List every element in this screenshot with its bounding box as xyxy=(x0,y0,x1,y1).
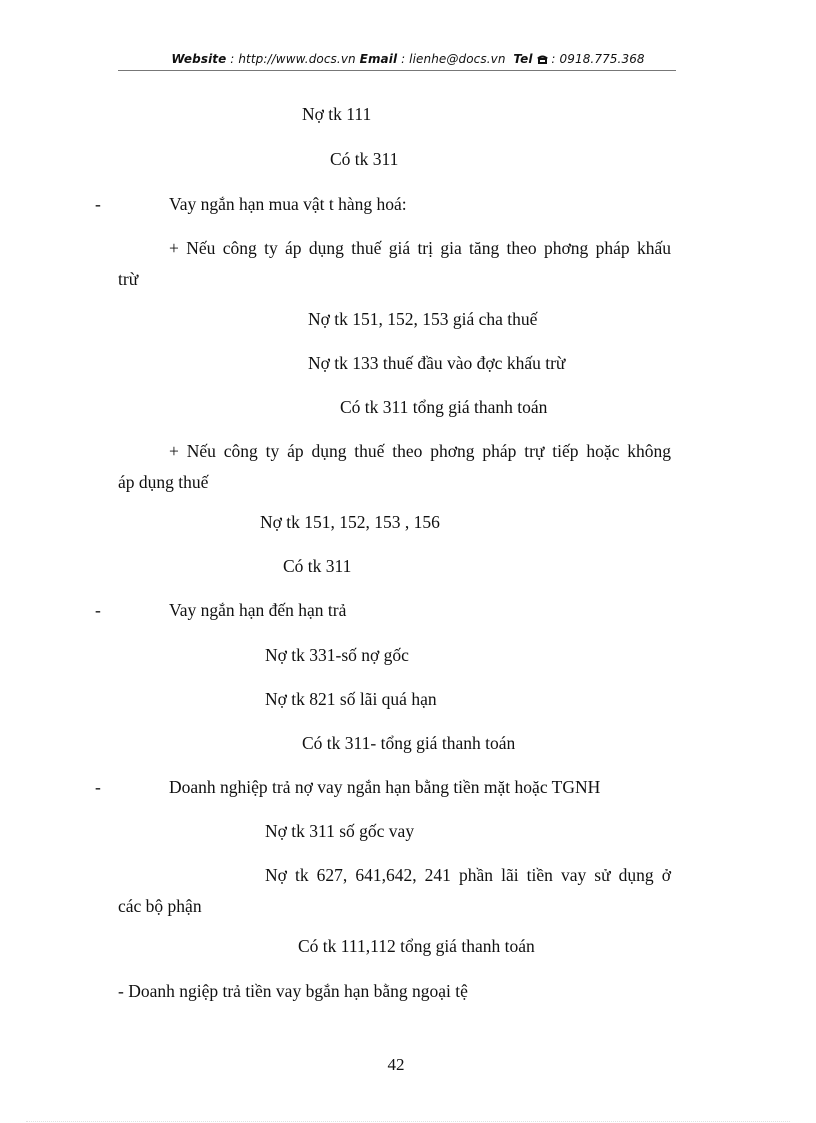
list-dash: - xyxy=(95,194,101,214)
text-line: Có tk 311- tổng giá thanh toán xyxy=(302,733,516,753)
page-header: Website : http://www.docs.vn Email : lienhe@docs.vn Tel : 0918.775.368 xyxy=(171,52,645,66)
tel-number: : 0918.775.368 xyxy=(547,52,645,66)
text-line: + Nếu công ty áp dụng thuế giá trị gia tăng theo phơng pháp khấu xyxy=(169,238,671,258)
paragraph xyxy=(118,440,671,493)
tel-label: Tel xyxy=(513,52,533,66)
text-line: Nợ tk 821 số lãi quá hạn xyxy=(265,689,437,709)
phone-icon xyxy=(537,54,548,64)
text-line: Nợ tk 111 xyxy=(302,104,372,124)
text-line: Doanh nghiệp trả nợ vay ngắn hạn bằng tiền mặt hoặc TGNH xyxy=(169,777,601,797)
text-line: Nợ tk 151, 152, 153 giá cha thuế xyxy=(308,309,538,329)
text-line: Nợ tk 311 số gốc vay xyxy=(265,821,415,841)
website-url[interactable]: http://www.docs.vn xyxy=(238,52,356,66)
text-line: các bộ phận xyxy=(118,896,202,916)
text-line: áp dụng thuế xyxy=(118,472,209,492)
text-line: Nợ tk 627, 641,642, 241 phần lãi tiền vay sử dụng ở xyxy=(265,865,671,885)
paragraph xyxy=(118,237,671,290)
text-line: trừ xyxy=(118,269,139,289)
page-number: 42 xyxy=(387,1055,405,1074)
page-bottom-border xyxy=(26,1121,790,1122)
email-label: Email xyxy=(359,52,398,66)
website-label: Website xyxy=(171,52,227,66)
text-line: Có tk 311 tổng giá thanh toán xyxy=(340,397,548,417)
text-line: - Doanh ngiệp trả tiền vay bgắn hạn bằng ngoại tệ xyxy=(118,981,468,1001)
list-dash: - xyxy=(95,777,101,797)
header-rule xyxy=(118,70,676,71)
text-line: Vay ngắn hạn đến hạn trả xyxy=(169,600,347,620)
text-line: Vay ngắn hạn mua vật t hàng hoá: xyxy=(169,194,407,214)
text-line: Nợ tk 133 thuế đầu vào đợc khấu trừ xyxy=(308,353,566,373)
text-line: Có tk 111,112 tổng giá thanh toán xyxy=(298,936,535,956)
text-line: Có tk 311 xyxy=(330,149,399,169)
email-address[interactable]: lienhe@docs.vn xyxy=(409,52,506,66)
text-line: Có tk 311 xyxy=(283,556,352,576)
text-line: Nợ tk 151, 152, 153 , 156 xyxy=(260,512,440,532)
text-line: + Nếu công ty áp dụng thuế theo phơng pháp trự tiếp hoặc không xyxy=(169,441,671,461)
paragraph xyxy=(118,864,671,917)
list-dash: - xyxy=(95,600,101,620)
text-line: Nợ tk 331-số nợ gốc xyxy=(265,645,409,665)
